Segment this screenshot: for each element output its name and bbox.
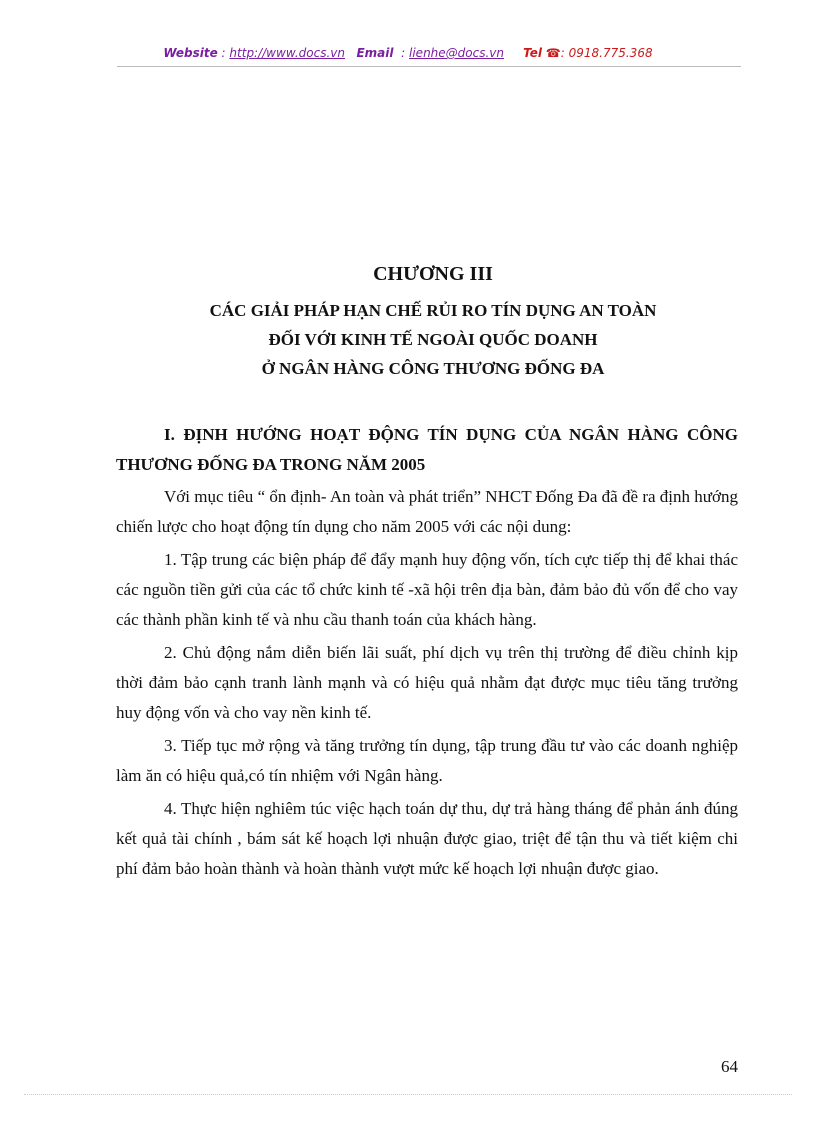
tel-value: : 0918.775.368 xyxy=(560,46,653,60)
section-heading: I. ĐỊNH HƯỚNG HOẠT ĐỘNG TÍN DỤNG CỦA NGÂN HÀNG CÔNG THƯƠNG ĐỐNG ĐA TRONG NĂM 2005 xyxy=(116,425,738,474)
website-link[interactable]: http://www.docs.vn xyxy=(229,46,346,60)
email-separator: : xyxy=(401,46,406,60)
page-header xyxy=(0,46,816,60)
tel-label: Tel xyxy=(523,46,542,60)
list-item-2: 2. Chủ động nắm diễn biến lãi suất, phí dịch vụ trên thị trường để điều chỉnh kịp thời đảm bảo cạnh tranh lành mạnh và có hiệu quả nhằm đạt được mục tiêu tăng trưởng huy động vốn và cho vay nền kinh tế. xyxy=(116,643,738,722)
phone-icon: ☎ xyxy=(545,46,561,60)
list-item-3: 3. Tiếp tục mở rộng và tăng trưởng tín dụng, tập trung đầu tư vào các doanh nghiệp làm ăn có hiệu quả,có tín nhiệm với Ngân hàng. xyxy=(116,736,738,785)
intro-paragraph: Với mục tiêu “ ổn định- An toàn và phát triển” NHCT Đống Đa đã đề ra định hướng chiến lược cho hoạt động tín dụng cho năm 2005 với các nội dung: xyxy=(116,487,738,536)
email-link[interactable]: lienhe@docs.vn xyxy=(409,46,504,60)
page-number: 64 xyxy=(721,1057,738,1076)
chapter-subtitle-line-2: ĐỐI VỚI KINH TẾ NGOÀI QUỐC DOANH xyxy=(268,330,598,349)
website-label: Website xyxy=(163,46,218,60)
chapter-title: CHƯƠNG III xyxy=(373,263,493,285)
header-divider xyxy=(117,66,741,67)
website-separator: : xyxy=(221,46,226,60)
chapter-subtitle-line-1: CÁC GIẢI PHÁP HẠN CHẾ RỦI RO TÍN DỤNG AN TOÀN xyxy=(209,301,657,320)
list-item-4: 4. Thực hiện nghiêm túc việc hạch toán dự thu, dự trả hàng tháng để phản ánh đúng kết quả tài chính , bám sát kế hoạch lợi nhuận được giao, triệt để tận thu và tiết kiệm chi phí đảm bảo hoàn thành và hoàn thành vượt mức kế hoạch lợi nhuận được giao. xyxy=(116,799,738,878)
chapter-heading xyxy=(120,260,746,383)
footer-divider xyxy=(24,1094,792,1095)
email-label: Email xyxy=(356,46,394,60)
body-content xyxy=(116,420,738,887)
list-item-1: 1. Tập trung các biện pháp để đẩy mạnh huy động vốn, tích cực tiếp thị để khai thác các nguồn tiền gửi của các tổ chức kinh tế -xã hội trên địa bàn, đảm bảo đủ vốn để cho vay các thành phần kinh tế và nhu cầu thanh toán của khách hàng. xyxy=(116,550,738,629)
chapter-subtitle-line-3: Ở NGÂN HÀNG CÔNG THƯƠNG ĐỐNG ĐA xyxy=(261,359,605,378)
